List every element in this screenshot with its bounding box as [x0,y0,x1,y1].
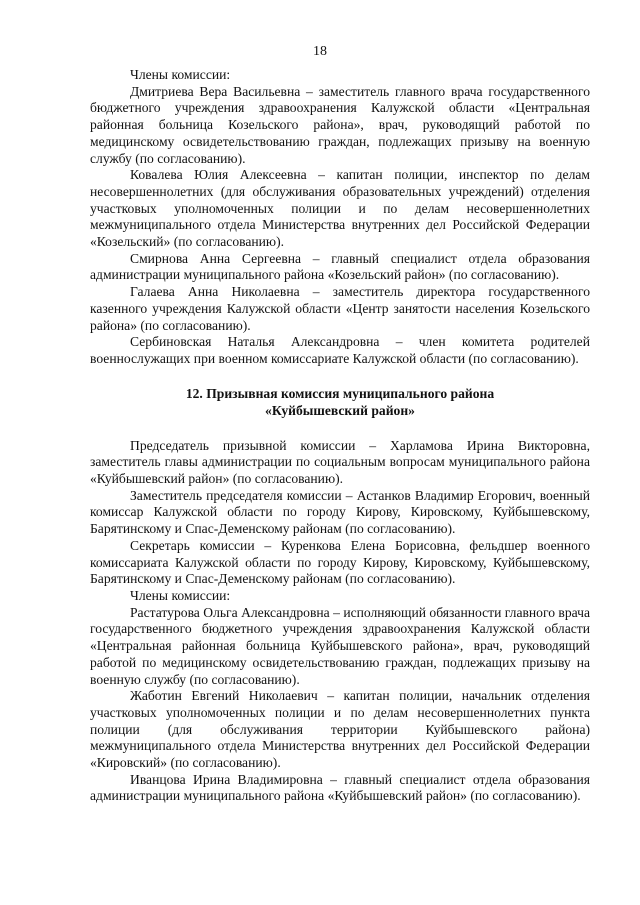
document-body [90,67,590,805]
members-heading: Члены комиссии: [130,67,231,82]
spacer [90,419,590,438]
member-paragraph: Ковалева Юлия Алексеевна – капитан полиции, инспектор по делам несовершеннолетних (для обслуживания образовательных учреждений) отделения участковых уполномоченных полиции и по делам несовершеннолетних межмуниципального отдела Министерства внутренних дел Российской Федерации «Козельский» (по согласованию). [90,167,590,250]
secretary-paragraph: Секретарь комиссии – Куренкова Елена Борисовна, фельдшер военного комиссариата Калужской области по городу Кирову, Кировскому, Куйбышевскому, Барятинскому и Спас-Деменскому районам (по согласованию). [90,537,590,587]
page-number: 18 [313,44,327,59]
members-heading: Члены комиссии: [130,587,231,603]
section-title-line-2: «Куйбышевский район» [265,402,415,418]
member-paragraph: Галаева Анна Николаевна – заместитель директора государственного казенного учреждения Калужской области «Центр занятости населения Козельского района» (по согласованию). [90,284,590,333]
member-paragraph: Растатурова Ольга Александровна – исполняющий обязанности главного врача государственного бюджетного учреждения здравоохранения Калужской области «Центральная районная больница Куйбышевского района», врач, руководящий работой по медицинскому освидетельствованию граждан, подлежащих призыву на военную службу (по согласованию). [90,604,590,687]
member-paragraph: Иванцова Ирина Владимировна – главный специалист отдела образования администрации муниципального района «Куйбышевский район» (по согласованию). [90,771,590,804]
member-paragraph: Сербиновская Наталья Александровна – член комитета родителей военнослужащих при военном комиссариате Калужской области (по согласованию). [90,334,590,366]
member-paragraph: Смирнова Анна Сергеевна – главный специалист отдела образования администрации муниципального района «Козельский район» (по согласованию). [90,250,590,283]
member-paragraph: Дмитриева Вера Васильевна – заместитель главного врача государственного бюджетного учреждения здравоохранения Калужской области «Центральная районная больница Козельского района», врач, руководящий работой по медицинскому освидетельствованию граждан, подлежащих призыву на военную службу (по согласованию). [90,83,590,166]
spacer [90,368,590,385]
chairman-paragraph: Председатель призывной комиссии – Харламова Ирина Викторовна, заместитель главы администрации по социальным вопросам муниципального района «Куйбышевский район» (по согласованию). [90,437,590,487]
deputy-paragraph: Заместитель председателя комиссии – Астанков Владимир Егорович, военный комиссар Калужской области по городу Кирову, Кировскому, Куйбышевскому, Барятинскому и Спас-Деменскому районам (по согласованию). [90,487,590,537]
member-paragraph: Жаботин Евгений Николаевич – капитан полиции, начальник отделения участковых уполномоченных полиции и по делам несовершеннолетних пункта полиции (для обслуживания территории Куйбышевского района) межмуниципального отдела Министерства внутренних дел Российской Федерации «Кировский» (по согласованию). [90,688,590,771]
section-title-line-1: 12. Призывная комиссия муниципального района [185,385,495,401]
